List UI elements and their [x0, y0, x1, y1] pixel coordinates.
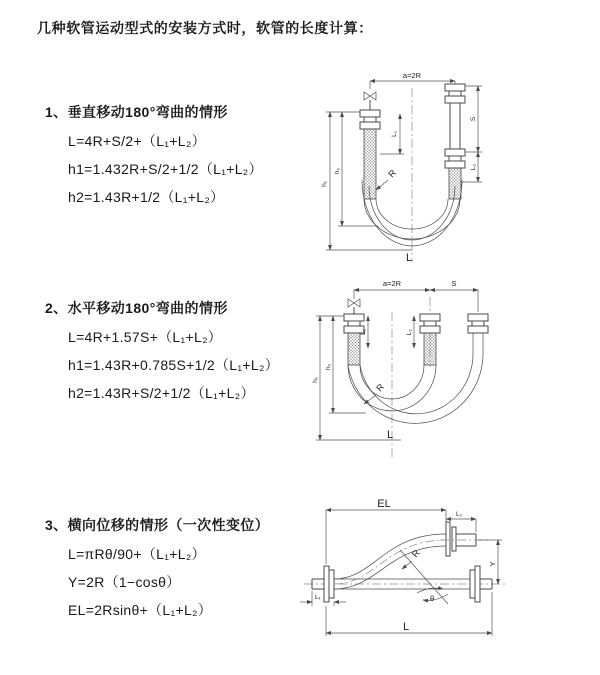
formula-line: h1=1.432R+S/2+1/2（L₁+L₂） — [68, 161, 263, 177]
braided-hose-middle — [424, 333, 436, 365]
tangent-line — [400, 550, 448, 604]
formula-line: L=πRθ/90+（L₁+L₂） — [68, 546, 206, 562]
diagram-vertical-bend — [312, 66, 562, 266]
dim-label-s: S — [470, 116, 477, 122]
valve-icon — [348, 299, 360, 314]
dim-label-a2r: a=2R — [402, 71, 422, 80]
dim-label-l2: L₂ — [406, 328, 413, 336]
dim-label-h1: h₁ — [321, 181, 328, 187]
left-flange — [360, 110, 380, 129]
radius-label: R — [409, 547, 422, 560]
dim-label-l1: L₁ — [315, 594, 321, 601]
dim-label-s: S — [451, 279, 457, 288]
braided-hose-right — [449, 168, 461, 199]
dim-label-h2: h₂ — [334, 167, 341, 175]
dim-label-el: EL — [377, 498, 391, 510]
dim-label-h1: h₁ — [312, 377, 319, 383]
radius-label: R — [386, 167, 399, 180]
section-3-heading: 3、横向位移的情形（一次性变位） — [45, 517, 270, 533]
formula-line: L=4R+S/2+（L₁+L₂） — [68, 133, 206, 149]
theta-label: θ — [430, 594, 435, 603]
dim-label-l1: L₁ — [391, 131, 398, 137]
section-3 — [45, 516, 269, 618]
formula-line: L=4R+1.57S+（L₁+L₂） — [68, 329, 223, 345]
page-title: 几种软管运动型式的安装方式时，软管的长度计算： — [37, 20, 373, 36]
hose-u-bend — [348, 354, 483, 423]
formula-line: Y=2R（1−cosθ） — [68, 574, 181, 590]
section-2-heading: 2、水平移动180°弯曲的情形 — [45, 300, 228, 316]
radius-label: R — [374, 381, 387, 394]
formula-line: h2=1.43R+S/2+1/2（L₁+L₂） — [68, 385, 255, 401]
length-label: L — [405, 252, 413, 264]
diagram-lateral-displacement — [296, 494, 596, 654]
leader-line — [376, 180, 388, 190]
dim-label-l1: L₁ — [360, 329, 367, 335]
dim-label-l2: L₂ — [456, 511, 463, 518]
formula-line: h1=1.43R+0.785S+1/2（L₁+L₂） — [68, 357, 279, 373]
valve-icon — [364, 92, 376, 110]
dim-label-h2: h₂ — [325, 363, 332, 371]
s-curve-hose — [334, 534, 446, 589]
leader-line — [402, 561, 412, 569]
section-1 — [45, 103, 263, 205]
dim-label-y: Y — [488, 561, 497, 567]
right-flange — [468, 314, 488, 356]
dim-label-a2r: a=2R — [382, 279, 402, 288]
dim-label-l2: L₂ — [470, 163, 477, 171]
diagram-horizontal-bend — [306, 272, 566, 467]
braided-hose-left — [364, 129, 376, 199]
formula-line: EL=2Rsinθ+（L₁+L₂） — [68, 602, 213, 618]
section-1-heading: 1、垂直移动180°弯曲的情形 — [45, 104, 228, 120]
section-2 — [45, 299, 279, 401]
upper-flange — [446, 522, 476, 556]
leader-line — [364, 395, 376, 404]
braided-hose-left — [348, 333, 360, 365]
length-label: L — [386, 429, 394, 441]
formula-line: h2=1.43R+1/2（L₁+L₂） — [68, 189, 225, 205]
right-flange — [445, 84, 465, 168]
length-label: L — [402, 621, 410, 633]
middle-flange — [420, 314, 440, 333]
